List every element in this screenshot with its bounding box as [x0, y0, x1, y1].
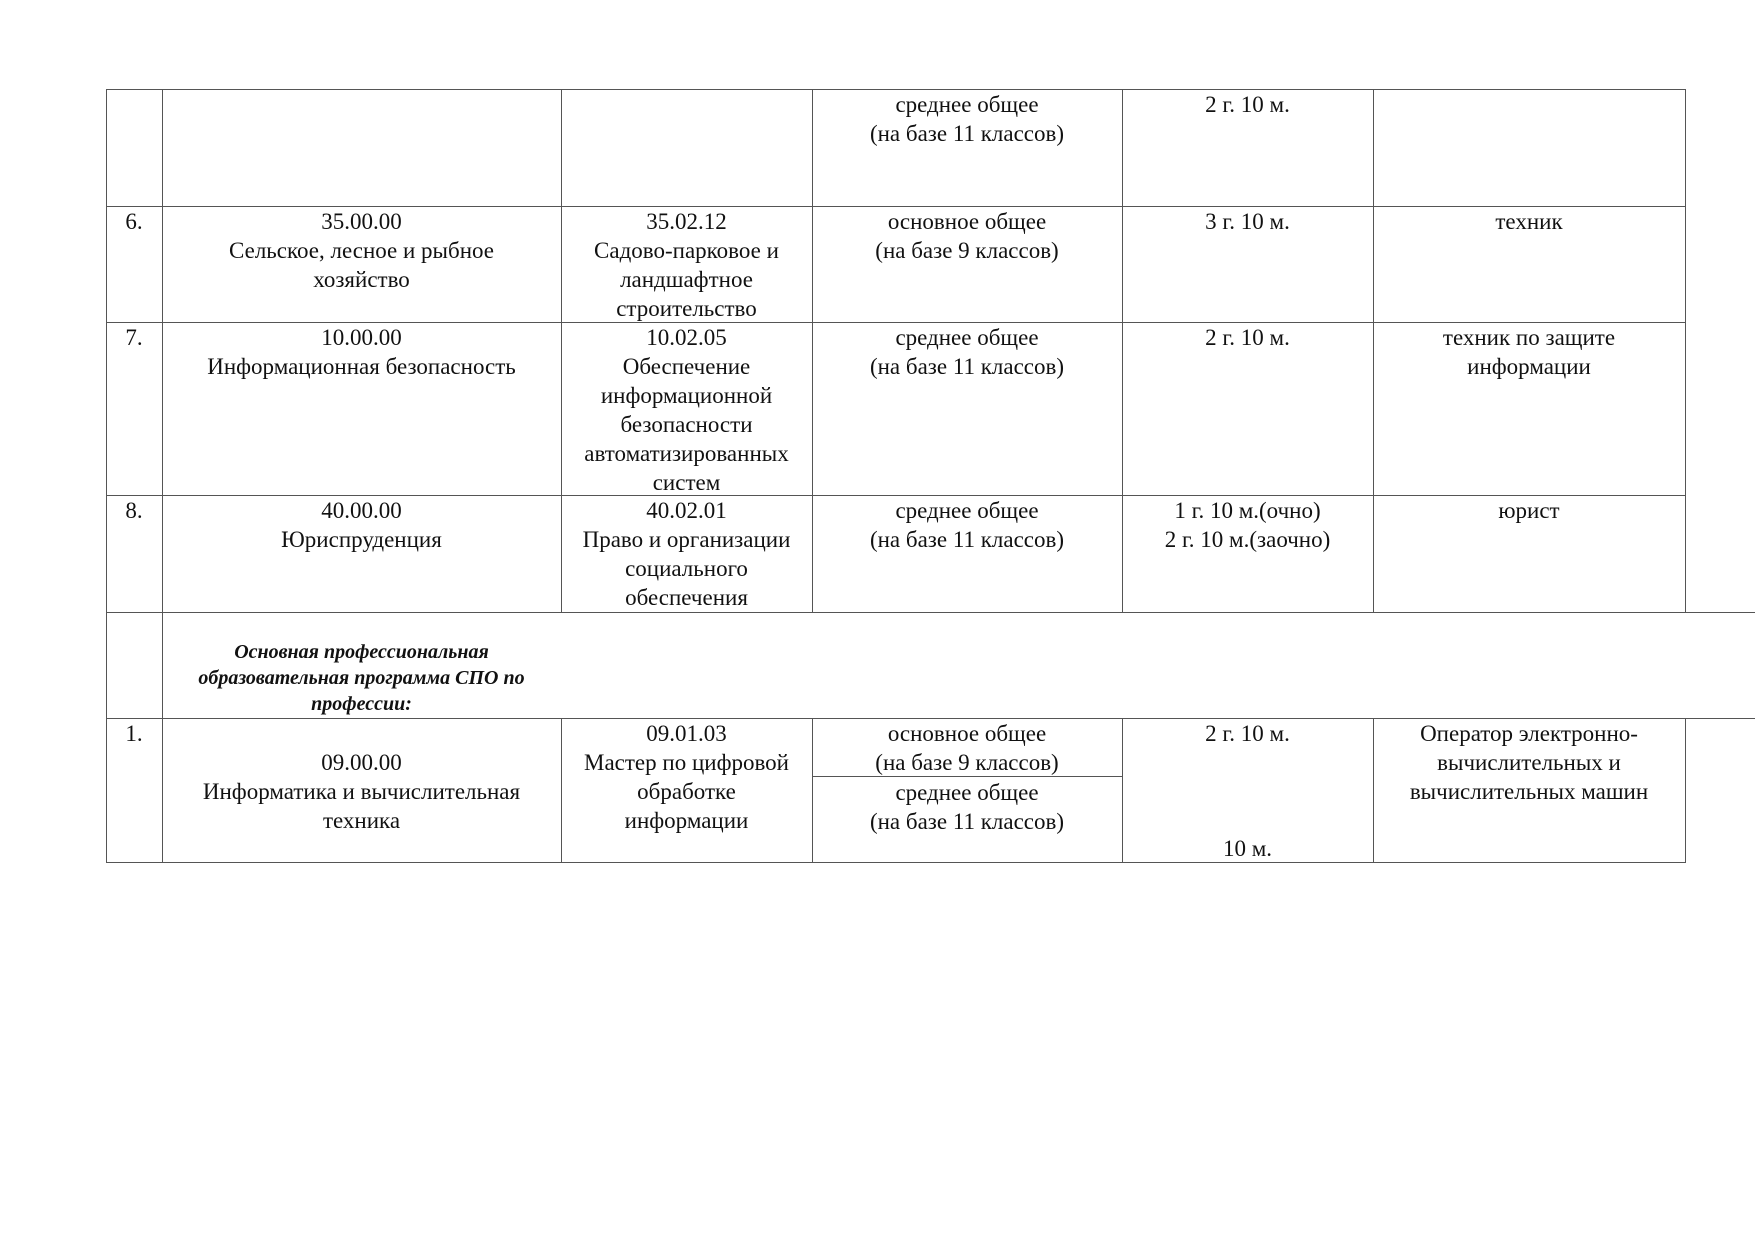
study-term-cell: 2 г. 10 м. — [1205, 92, 1290, 117]
section-header-cell: Основная профессиональная образовательная программа СПО по профессии: — [198, 641, 525, 715]
specialty-cell: 10.02.05 Обеспечение информационной безопасности автоматизированных систем — [584, 325, 789, 495]
profession-cell: 09.01.03 Мастер по цифровой обработке информации — [584, 721, 789, 833]
row-number-cell: 6. — [125, 209, 143, 234]
education-base-cell: среднее общее (на базе 11 классов) — [869, 780, 1065, 834]
study-term-cell: 3 г. 10 м. — [1205, 209, 1290, 234]
table-border-right — [1685, 718, 1686, 863]
education-base-cell: основное общее (на базе 9 классов) — [875, 209, 1059, 263]
row-divider — [106, 612, 1755, 613]
row-number-cell: 8. — [125, 498, 143, 523]
specialty-group-cell: 35.00.00 Сельское, лесное и рыбное хозяйство — [228, 209, 495, 292]
study-term-cell: 10 м. — [1222, 836, 1273, 861]
specialty-group-cell: 09.00.00 Информатика и вычислительная техника — [202, 750, 521, 833]
study-term-cell: 2 г. 10 м. — [1205, 721, 1290, 746]
qualification-cell: Оператор электронно- вычислительных и вычислительных машин — [1409, 721, 1649, 804]
table-border-right — [1685, 89, 1686, 612]
row-number-cell: 1. — [125, 721, 143, 746]
qualification-cell: юрист — [1498, 498, 1560, 523]
qualification-cell: техник — [1495, 209, 1563, 234]
study-term-cell: 2 г. 10 м. — [1205, 325, 1290, 350]
table-border-bottom — [106, 862, 1686, 863]
education-base-cell: среднее общее (на базе 11 классов) — [869, 92, 1065, 146]
qualification-cell: техник по защите информации — [1442, 325, 1616, 379]
specialty-cell: 35.02.12 Садово-парковое и ландшафтное строительство — [594, 209, 779, 321]
specialty-group-cell: 40.00.00 Юриспруденция — [281, 498, 442, 552]
row-number-cell: 7. — [125, 325, 143, 350]
study-term-cell: 1 г. 10 м.(очно) 2 г. 10 м.(заочно) — [1164, 498, 1331, 552]
specialty-group-cell: 10.00.00 Информационная безопасность — [207, 325, 516, 379]
education-base-cell: среднее общее (на базе 11 классов) — [869, 325, 1065, 379]
specialty-cell: 40.02.01 Право и организации социального обеспечения — [582, 498, 791, 610]
education-base-cell: среднее общее (на базе 11 классов) — [869, 498, 1065, 552]
education-base-cell: основное общее (на базе 9 классов) — [875, 721, 1059, 775]
